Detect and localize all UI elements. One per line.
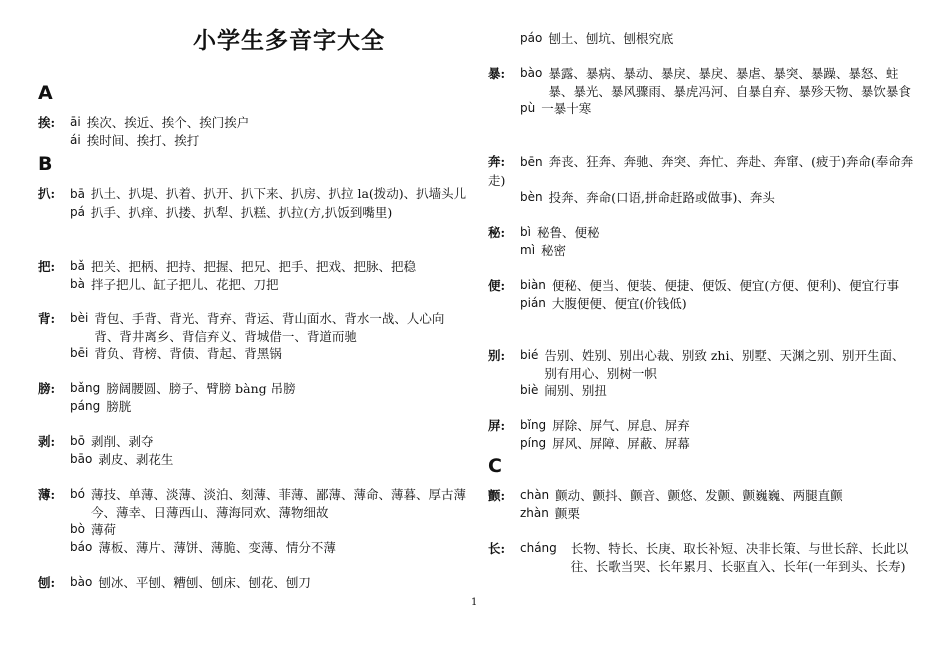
entry-pao-continued	[488, 30, 914, 48]
entry-chang	[488, 540, 914, 575]
entry-chan	[488, 487, 914, 522]
entry-pinyin: āi	[70, 115, 81, 129]
entry-pinyin: bèn	[520, 190, 543, 204]
entry-pinyin: pù	[520, 101, 536, 115]
entry-char: 扒:	[38, 186, 56, 201]
entry-words: 便秘、便当、便装、便捷、便饭、便宜(方便、便利)、便宜行事	[551, 278, 900, 293]
entry-bie	[488, 347, 914, 400]
entry-pinyin: cháng	[520, 541, 557, 555]
entry-char: 秘:	[488, 225, 506, 240]
entry-words: 秘密	[541, 242, 567, 258]
entry-pinyin: bó	[70, 487, 85, 501]
entry-pinyin: bēi	[70, 346, 89, 360]
entry-bao-thin	[38, 486, 468, 556]
entry-bian	[488, 277, 914, 312]
entry-words: 奔丧、狂奔、奔驰、奔突、奔忙、奔赴、奔窜、(疲于)奔命(奉命奔走)	[488, 154, 914, 188]
entry-words: 膀阔腰圆、膀子、臂膀 bàng 吊膀	[106, 381, 296, 396]
page-number: 1	[471, 597, 478, 608]
entry-pinyin: bāo	[70, 451, 93, 466]
entry-char: 颤:	[488, 488, 506, 503]
entry-ben	[488, 153, 914, 207]
entry-words: 刨土、刨坑、刨根究底	[548, 31, 674, 46]
entry-words: 投奔、奔命(口语,拼命赶路或做事)、奔头	[548, 190, 775, 205]
entry-bai	[38, 258, 468, 293]
entry-bao-violent	[488, 65, 914, 118]
entry-pinyin: bà	[70, 276, 85, 291]
entry-words: 挨时间、挨打、挨打	[86, 132, 200, 148]
entry-pinyin: bā	[70, 187, 85, 201]
entry-pinyin: chàn	[520, 488, 550, 502]
entry-pinyin: ái	[70, 132, 81, 147]
entry-pinyin: bèi	[70, 311, 89, 325]
entry-words: 告别、姓别、别出心裁、别致 zhi、别墅、天渊之别、别开生面、别有用心、别树一帜	[544, 348, 905, 381]
entry-char: 暴:	[488, 66, 506, 81]
entry-words: 颤动、颤抖、颤音、颤悠、发颤、颤巍巍、两腿直颤	[555, 488, 843, 503]
entry-words: 剥削、剥夺	[90, 434, 154, 449]
entry-words: 拌子把儿、缸子把儿、花把、刀把	[90, 276, 279, 292]
entry-words: 背包、手背、背光、背弃、背运、背山面水、背水一战、人心向背、背井离乡、背信弃义、背城借一、背道而驰	[94, 311, 445, 344]
entry-pinyin: mì	[520, 242, 536, 257]
entry-char: 别:	[488, 348, 506, 363]
entry-pinyin: bǎ	[70, 259, 85, 273]
entry-words: 屏除、屏气、屏息、屏弃	[552, 418, 690, 433]
section-letter-b: B	[38, 153, 53, 175]
entry-pinyin: páng	[70, 398, 101, 413]
entry-pinyin: bào	[520, 66, 543, 80]
entry-pinyin: píng	[520, 435, 547, 450]
page-title: 小学生多音字大全	[193, 28, 385, 54]
entry-pinyin: zhàn	[520, 505, 549, 520]
entry-words: 大腹便便、便宜(价钱低)	[551, 295, 687, 311]
entry-pinyin: bēn	[520, 155, 543, 169]
entry-words: 薄荷	[90, 522, 116, 537]
entry-pinyin: bì	[520, 225, 531, 239]
entry-char: 剥:	[38, 434, 56, 449]
entry-words: 屏风、屏障、屏蔽、屏幕	[552, 435, 690, 451]
entry-pinyin: bào	[70, 575, 93, 589]
entry-words: 颤栗	[554, 505, 580, 521]
section-letter-a: A	[38, 82, 53, 104]
entry-bao-plane	[38, 574, 468, 592]
entry-bang	[38, 380, 468, 415]
entry-words: 薄板、薄片、薄饼、薄脆、变薄、情分不薄	[98, 539, 336, 555]
entry-words: 把关、把柄、把持、把握、把兄、把手、把戏、把脉、把稳	[90, 259, 416, 274]
entry-char: 奔:	[488, 154, 506, 169]
entry-char: 刨:	[38, 575, 56, 590]
entry-char: 长:	[488, 541, 506, 556]
entry-words: 背负、背榜、背债、背起、背黑锅	[94, 346, 282, 361]
entry-char: 薄:	[38, 487, 56, 502]
entry-char: 便:	[488, 278, 506, 293]
entry-words: 扒土、扒堤、扒着、扒开、扒下来、扒房、扒拉 la(拨动)、扒墙头儿	[90, 186, 467, 201]
entry-char: 膀:	[38, 381, 56, 396]
entry-pinyin: bié	[520, 348, 539, 362]
entry-pinyin: bǎng	[70, 381, 101, 395]
entry-words: 挨次、挨近、挨个、挨门挨户	[86, 115, 250, 130]
entry-words: 秘鲁、便秘	[536, 225, 600, 240]
entry-ai	[38, 114, 468, 149]
entry-words: 扒手、扒痒、扒搂、扒犁、扒糕、扒拉(方,扒饭到嘴里)	[90, 204, 393, 220]
entry-bei	[38, 310, 468, 363]
entry-bing	[488, 417, 914, 452]
entry-words: 膀胱	[106, 398, 132, 414]
entry-pinyin: bǐng	[520, 418, 547, 432]
entry-words: 暴露、暴病、暴动、暴戾、暴戾、暴虐、暴突、暴躁、暴怒、蛀暴、暴光、暴风骤雨、暴虎冯河、自暴自弃、暴殄天物、暴饮暴食	[548, 66, 911, 99]
entry-pinyin: bò	[70, 522, 85, 536]
section-letter-c: C	[488, 455, 502, 477]
entry-words: 薄技、单薄、淡薄、淡泊、刻薄、菲薄、鄙薄、薄命、薄暮、厚古薄今、薄幸、日薄西山、薄海同欢、薄物细故	[90, 487, 466, 520]
entry-bo	[38, 433, 468, 468]
entry-words: 长物、特长、长庚、取长补短、决非长策、与世长辞、长此以往、长歌当哭、长年累月、长驱直入、长年(一年到头、长寿)	[570, 541, 909, 574]
entry-pinyin: báo	[70, 539, 93, 554]
entry-pinyin: biè	[520, 383, 539, 397]
entry-words: 一暴十寒	[541, 101, 592, 116]
entry-char: 挨:	[38, 115, 56, 130]
entry-ba	[38, 185, 468, 221]
entry-words: 刨冰、平刨、糟刨、刨床、刨花、刨刀	[98, 575, 311, 590]
entry-char: 屏:	[488, 418, 506, 433]
entry-words: 闹别、别扭	[544, 383, 607, 398]
entry-bi	[488, 224, 914, 259]
entry-pinyin: pá	[70, 204, 85, 219]
entry-pinyin: bō	[70, 434, 85, 448]
entry-pinyin: páo	[520, 31, 543, 45]
entry-char: 背:	[38, 311, 56, 326]
entry-pinyin: biàn	[520, 278, 546, 292]
entry-char: 把:	[38, 259, 56, 274]
entry-pinyin: pián	[520, 295, 546, 310]
entry-words: 剥皮、剥花生	[98, 451, 174, 467]
